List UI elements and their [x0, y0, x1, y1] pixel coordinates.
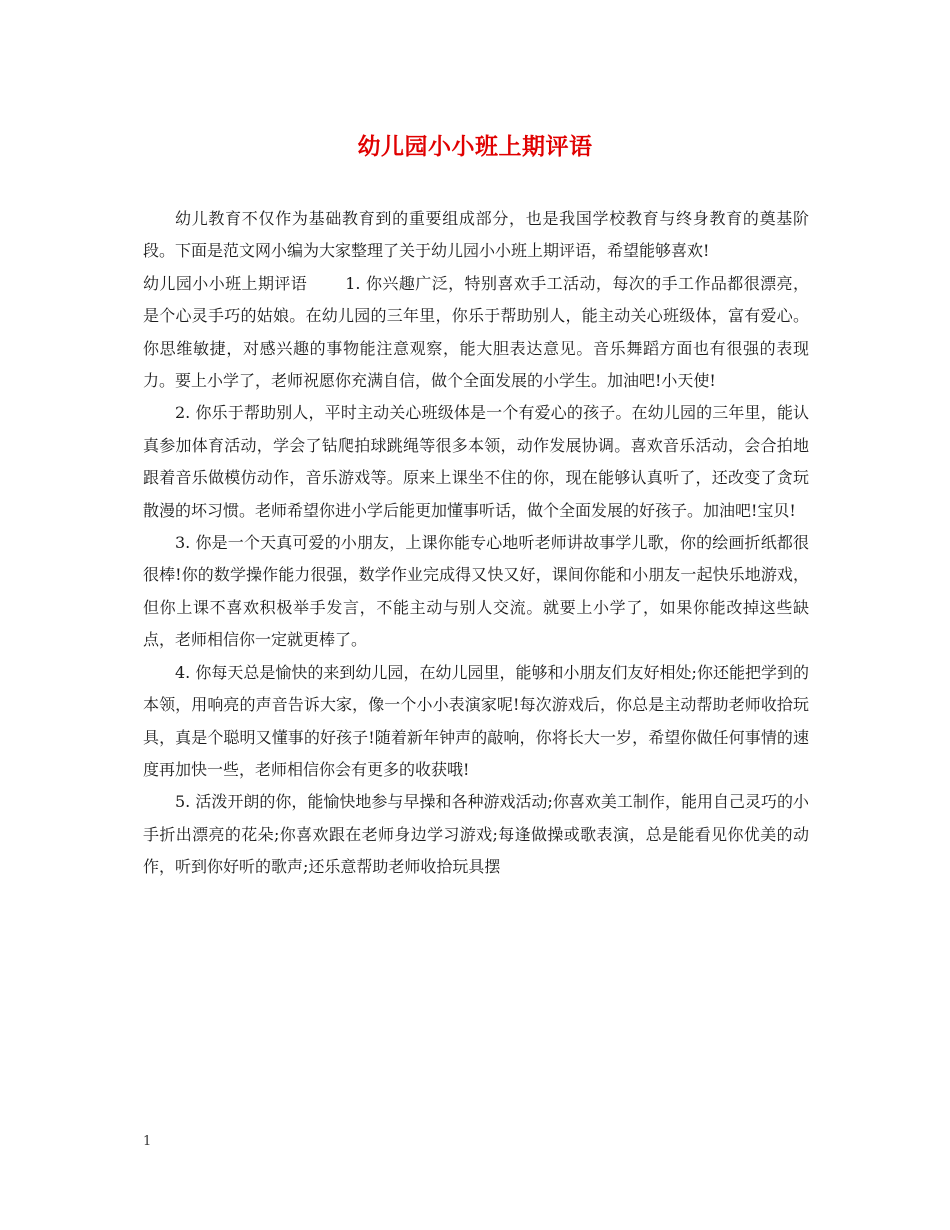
- intro-paragraph: 幼儿教育不仅作为基础教育到的重要组成部分，也是我国学校教育与终身教育的奠基阶段。下面是范文网小编为大家整理了关于幼儿园小小班上期评语，希望能够喜欢!: [143, 209, 809, 261]
- document-title: 幼儿园小小班上期评语: [357, 133, 593, 160]
- comment-item-3: 3. 你是一个天真可爱的小朋友，上课你能专心地听老师讲故事学儿歌，你的绘画折纸都很很棒!你的数学操作能力很强，数学作业完成得又快又好，课间你能和小朋友一起快乐地游戏，但你上课不喜欢积极举手发言，不能主动与别人交流。就要上小学了，如果你能改掉这些缺点，老师相信你一定就更棒了。: [143, 533, 809, 650]
- comment-item-2: 2. 你乐于帮助别人，平时主动关心班级体是一个有爱心的孩子。在幼儿园的三年里，能认真参加体育活动，学会了钻爬拍球跳绳等很多本领，动作发展协调。喜欢音乐活动，会合拍地跟着音乐做模仿动作，音乐游戏等。原来上课坐不住的你，现在能够认真听了，还改变了贪玩散漫的坏习惯。老师希望你进小学后能更加懂事听话，做个全面发展的好孩子。加油吧!宝贝!: [143, 403, 809, 520]
- page-number: 1: [143, 1134, 152, 1149]
- document-body: [143, 203, 809, 884]
- comment-item-5: 5. 活泼开朗的你，能愉快地参与早操和各种游戏活动;你喜欢美工制作，能用自己灵巧的小手折出漂亮的花朵;你喜欢跟在老师身边学习游戏;每逢做操或歌表演，总是能看见你优美的动作，听到你好听的歌声;还乐意帮助老师收拾玩具摆: [143, 792, 809, 877]
- first-comment-paragraph: [143, 268, 809, 398]
- comment-item-4: 4. 你每天总是愉快的来到幼儿园，在幼儿园里，能够和小朋友们友好相处;你还能把学到的本领，用响亮的声音告诉大家，像一个小小表演家呢!每次游戏后，你总是主动帮助老师收拾玩具，真是个聪明又懂事的好孩子!随着新年钟声的敲响，你将长大一岁，希望你做任何事情的速度再加快一些，老师相信你会有更多的收获哦!: [143, 662, 809, 779]
- section-subheading: 幼儿园小小班上期评语: [143, 273, 308, 293]
- comment-item-1: 1. 你兴趣广泛，特别喜欢手工活动，每次的手工作品都很漂亮，是个心灵手巧的姑娘。在幼儿园的三年里，你乐于帮助别人，能主动关心班级体，富有爱心。你思维敏捷，对感兴趣的事物能注意观察，能大胆表达意见。音乐舞蹈方面也有很强的表现力。要上小学了，老师祝愿你充满自信，做个全面发展的小学生。加油吧!小天使!: [143, 273, 809, 391]
